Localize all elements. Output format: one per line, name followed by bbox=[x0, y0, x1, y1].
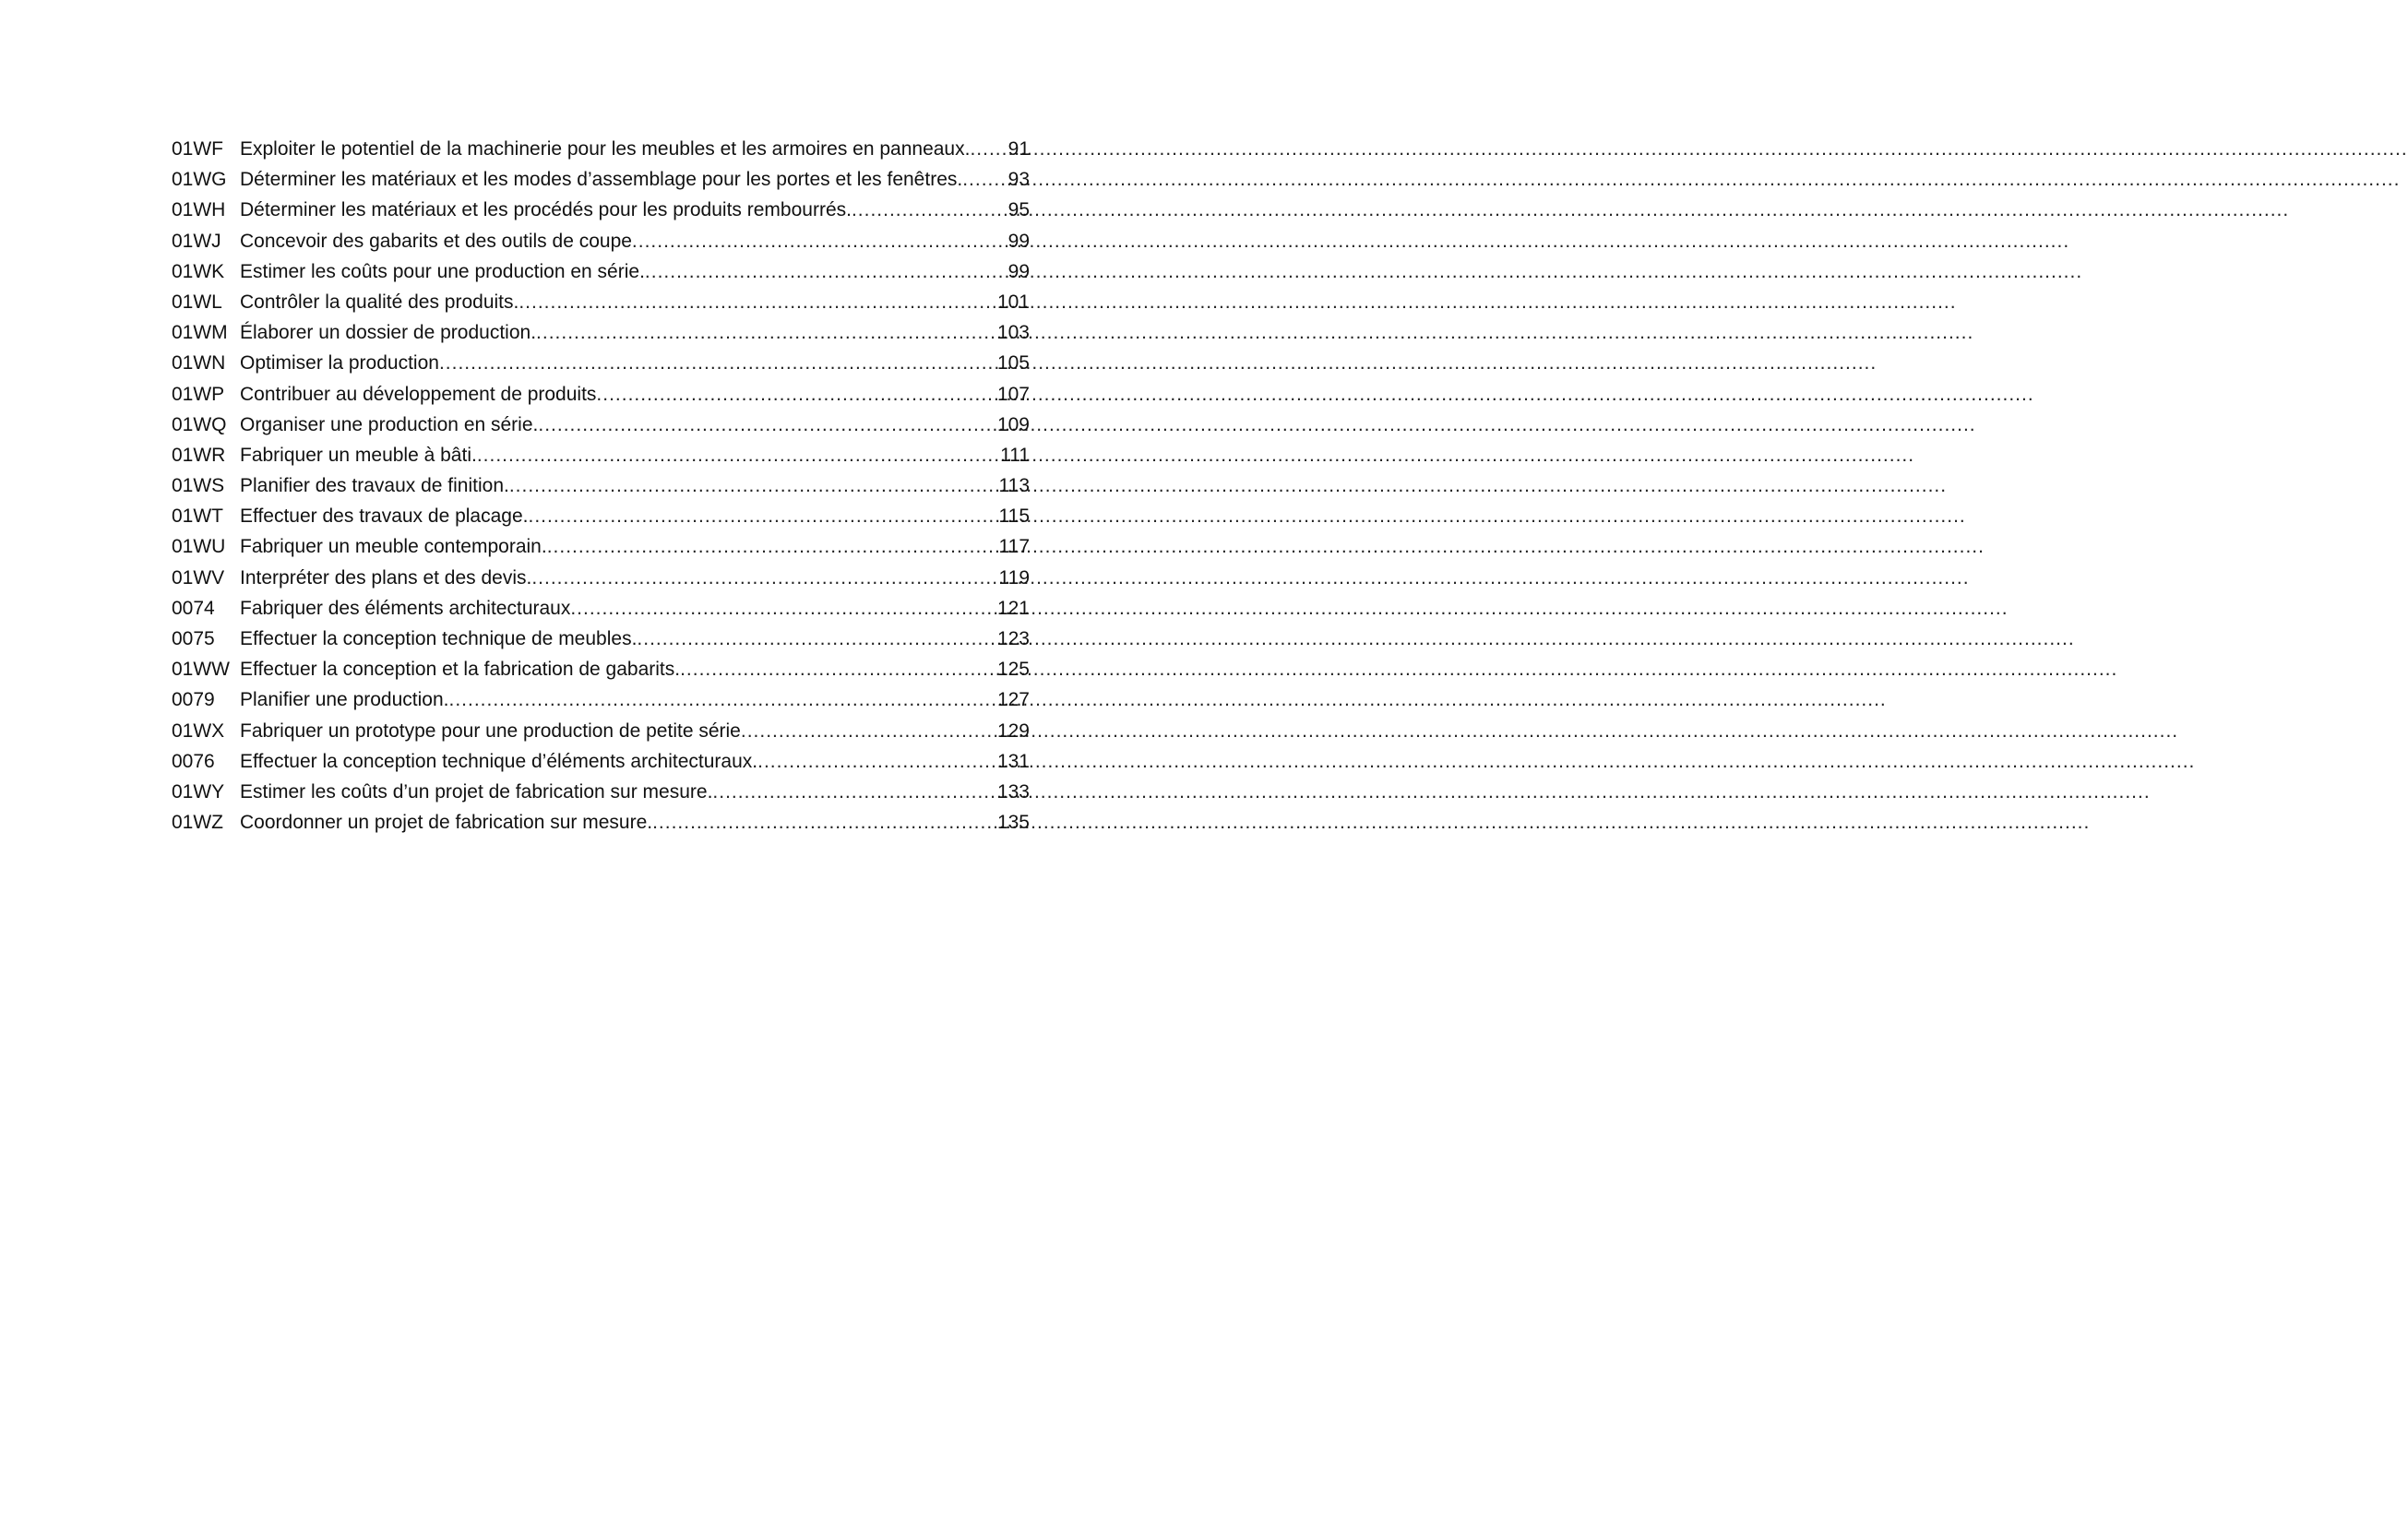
toc-entry[interactable] bbox=[172, 746, 1030, 777]
toc-entry-code: 01WG bbox=[172, 169, 227, 191]
toc-dot-leader bbox=[637, 624, 997, 654]
table-of-contents bbox=[172, 134, 1030, 838]
toc-dot-leader bbox=[741, 716, 997, 746]
toc-entry-code: 0079 bbox=[172, 689, 215, 711]
toc-entry[interactable] bbox=[172, 164, 1030, 195]
toc-entry[interactable] bbox=[172, 777, 1030, 807]
toc-entry-page: 121 bbox=[996, 597, 1030, 619]
toc-dot-leader bbox=[528, 501, 998, 531]
toc-entry-page: 101 bbox=[996, 291, 1030, 313]
toc-dot-leader bbox=[547, 531, 999, 562]
toc-entry[interactable] bbox=[172, 134, 1030, 164]
toc-entry-title: Déterminer les matériaux et les procédés pour les produits rembourrés. bbox=[240, 199, 852, 221]
toc-entry-code: 01WM bbox=[172, 322, 228, 344]
toc-dot-leader bbox=[712, 777, 997, 807]
toc-entry-code: 01WQ bbox=[172, 413, 227, 435]
toc-entry-title: Exploiter le potentiel de la machinerie pour les meubles et les armoires en panneaux. bbox=[240, 138, 971, 160]
toc-entry[interactable] bbox=[172, 593, 1030, 624]
toc-entry-title: Estimer les coûts pour une production en série. bbox=[240, 260, 645, 282]
toc-entry-code: 01WS bbox=[172, 475, 225, 497]
toc-entry-code: 01WR bbox=[172, 444, 226, 466]
toc-entry-code: 01WL bbox=[172, 291, 222, 313]
toc-entry-title: Effectuer des travaux de placage. bbox=[240, 505, 529, 528]
toc-entry-page: 99 bbox=[1007, 230, 1030, 252]
toc-entry-code: 01WH bbox=[172, 199, 226, 221]
toc-entry-page: 133 bbox=[996, 780, 1030, 803]
toc-entry-code: 01WJ bbox=[172, 230, 221, 252]
toc-entry-title: Fabriquer des éléments architecturaux bbox=[240, 597, 571, 619]
toc-entry-page: 123 bbox=[996, 628, 1030, 649]
toc-dot-leader bbox=[536, 317, 997, 348]
toc-entry-page: 91 bbox=[1007, 138, 1030, 160]
toc-entry-code: 0075 bbox=[172, 628, 215, 649]
toc-entry-page: 95 bbox=[1007, 199, 1030, 221]
toc-entry-page: 93 bbox=[1007, 169, 1030, 191]
toc-entry-page: 129 bbox=[996, 719, 1030, 742]
toc-entry-page: 119 bbox=[998, 566, 1030, 589]
toc-entry-code: 01WU bbox=[172, 536, 226, 558]
toc-entry-title: Estimer les coûts d’un projet de fabrication sur mesure. bbox=[240, 780, 713, 803]
toc-entry-title: Fabriquer un meuble contemporain. bbox=[240, 536, 547, 558]
toc-dot-leader bbox=[757, 746, 997, 777]
toc-entry-page: 99 bbox=[1007, 260, 1030, 282]
toc-entry-page: 127 bbox=[996, 689, 1030, 711]
toc-entry[interactable] bbox=[172, 470, 1030, 501]
toc-dot-leader bbox=[852, 195, 1008, 225]
toc-entry-code: 0076 bbox=[172, 750, 215, 772]
toc-entry[interactable] bbox=[172, 531, 1030, 562]
toc-entry-title: Organiser une production en série. bbox=[240, 413, 539, 435]
toc-entry[interactable] bbox=[172, 684, 1030, 715]
toc-entry[interactable] bbox=[172, 195, 1030, 225]
toc-entry-code: 01WP bbox=[172, 383, 225, 405]
toc-dot-leader bbox=[596, 379, 997, 410]
toc-entry[interactable] bbox=[172, 501, 1030, 531]
toc-entry-page: 135 bbox=[996, 812, 1030, 834]
toc-entry[interactable] bbox=[172, 624, 1030, 654]
toc-entry[interactable] bbox=[172, 654, 1030, 684]
toc-entry-title: Planifier une production. bbox=[240, 689, 449, 711]
toc-entry-page: 103 bbox=[996, 322, 1030, 344]
toc-entry-title: Fabriquer un prototype pour une production de petite série bbox=[240, 719, 741, 742]
toc-entry[interactable] bbox=[172, 563, 1030, 593]
toc-entry-code: 01WZ bbox=[172, 812, 224, 834]
toc-entry-title: Contribuer au développement de produits bbox=[240, 383, 597, 405]
toc-dot-leader bbox=[652, 807, 997, 838]
toc-entry-code: 01WT bbox=[172, 505, 224, 528]
toc-entry[interactable] bbox=[172, 317, 1030, 348]
toc-entry-page: 117 bbox=[998, 536, 1030, 558]
toc-entry[interactable] bbox=[172, 807, 1030, 838]
toc-dot-leader bbox=[519, 287, 997, 317]
toc-entry-title: Effectuer la conception technique d’éléments architecturaux. bbox=[240, 750, 758, 772]
toc-entry-page: 125 bbox=[996, 659, 1030, 681]
toc-entry[interactable] bbox=[172, 440, 1030, 470]
toc-dot-leader bbox=[962, 164, 1007, 195]
toc-entry-page: 109 bbox=[996, 413, 1030, 435]
toc-entry[interactable] bbox=[172, 226, 1030, 256]
toc-entry-title: Effectuer la conception technique de meubles. bbox=[240, 628, 638, 649]
toc-entry-title: Optimiser la production bbox=[240, 352, 439, 375]
toc-entry-code: 01WF bbox=[172, 138, 224, 160]
toc-dot-leader bbox=[509, 470, 999, 501]
toc-entry-title: Élaborer un dossier de production. bbox=[240, 322, 537, 344]
toc-entry-page: 111 bbox=[1000, 444, 1030, 466]
toc-dot-leader bbox=[477, 440, 1000, 470]
toc-entry-code: 01WW bbox=[172, 659, 230, 681]
toc-entry-code: 0074 bbox=[172, 597, 215, 619]
toc-dot-leader bbox=[680, 654, 997, 684]
toc-entry[interactable] bbox=[172, 287, 1030, 317]
toc-entry[interactable] bbox=[172, 410, 1030, 440]
toc-dot-leader bbox=[970, 134, 1007, 164]
toc-entry-title: Contrôler la qualité des produits. bbox=[240, 291, 519, 313]
toc-dot-leader bbox=[632, 226, 1008, 256]
toc-entry-code: 01WV bbox=[172, 566, 225, 589]
toc-entry-page: 107 bbox=[996, 383, 1030, 405]
toc-entry-title: Effectuer la conception et la fabrication de gabarits. bbox=[240, 659, 681, 681]
toc-dot-leader bbox=[645, 256, 1008, 287]
toc-dot-leader bbox=[570, 593, 997, 624]
toc-entry[interactable] bbox=[172, 379, 1030, 410]
toc-entry-code: 01WN bbox=[172, 352, 226, 375]
toc-entry-title: Fabriquer un meuble à bâti. bbox=[240, 444, 477, 466]
toc-entry[interactable] bbox=[172, 348, 1030, 378]
toc-entry[interactable] bbox=[172, 716, 1030, 746]
toc-dot-leader bbox=[448, 684, 996, 715]
toc-dot-leader bbox=[531, 563, 998, 593]
toc-entry-title: Planifier des travaux de finition. bbox=[240, 475, 509, 497]
toc-entry-page: 131 bbox=[996, 750, 1030, 772]
toc-dot-leader bbox=[439, 348, 997, 378]
toc-dot-leader bbox=[538, 410, 997, 440]
toc-entry-code: 01WX bbox=[172, 719, 225, 742]
toc-entry-code: 01WK bbox=[172, 260, 225, 282]
toc-entry-title: Déterminer les matériaux et les modes d’assemblage pour les portes et les fenêtres. bbox=[240, 169, 963, 191]
toc-entry-title: Coordonner un projet de fabrication sur mesure. bbox=[240, 812, 653, 834]
toc-entry-title: Interpréter des plans et des devis. bbox=[240, 566, 532, 589]
toc-entry-title: Concevoir des gabarits et des outils de coupe bbox=[240, 230, 632, 252]
toc-entry-page: 105 bbox=[996, 352, 1030, 375]
toc-entry-code: 01WY bbox=[172, 780, 225, 803]
toc-entry-page: 115 bbox=[998, 505, 1030, 528]
toc-entry[interactable] bbox=[172, 256, 1030, 287]
toc-entry-page: 113 bbox=[998, 475, 1030, 497]
